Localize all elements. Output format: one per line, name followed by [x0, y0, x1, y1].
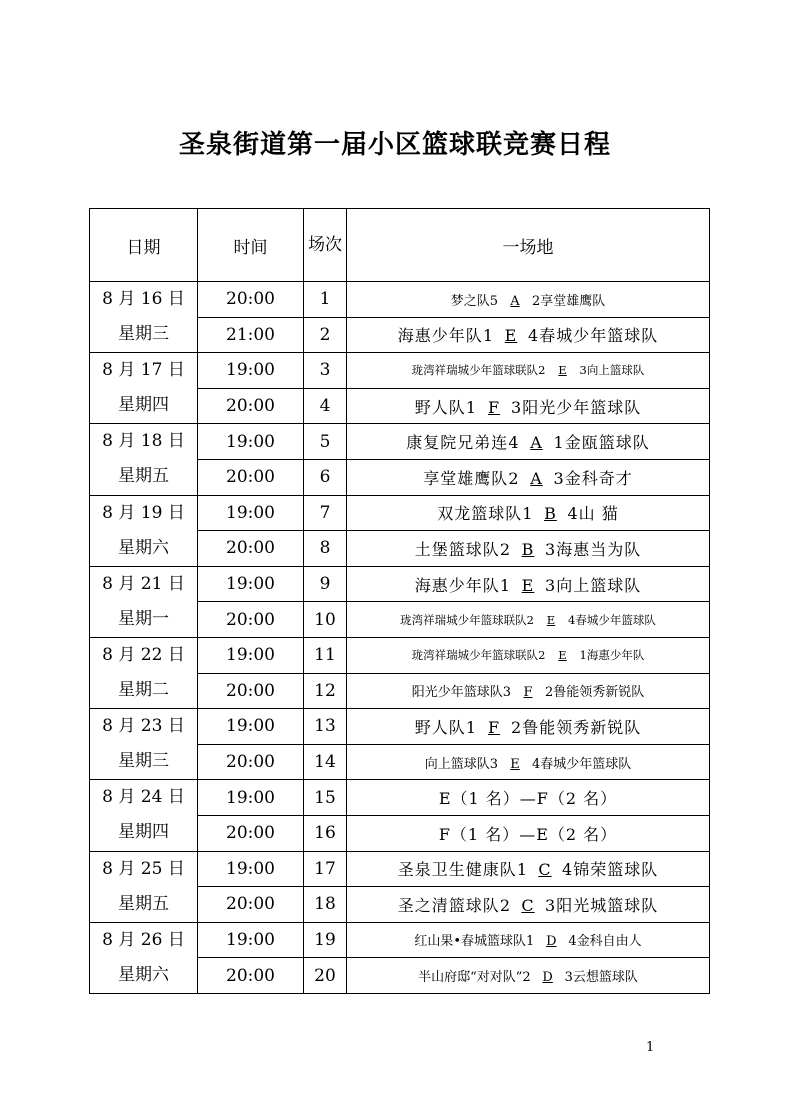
away-score: 4	[562, 860, 574, 880]
away-team: 向上篮球队	[556, 575, 642, 595]
matchup-cell	[347, 602, 710, 638]
date-text: 8 月 22 日	[102, 645, 185, 666]
game-number-cell: 19	[304, 922, 347, 958]
away-team: 金科自由人	[576, 934, 642, 950]
home-score: 1	[526, 934, 535, 950]
home-team: 野人队	[414, 397, 466, 417]
away-team: 金科奇才	[564, 468, 633, 488]
away-score: 3	[545, 575, 557, 595]
home-score: 1	[482, 326, 494, 346]
home-team: 红山果•春城篮球队	[414, 934, 527, 950]
date-cell	[90, 424, 198, 495]
date-cell	[90, 780, 198, 851]
date-cell	[90, 922, 198, 993]
table-row	[90, 709, 710, 745]
home-score: 2	[499, 895, 511, 915]
away-score: 4	[568, 612, 576, 627]
schedule-table	[89, 208, 710, 994]
away-score: 3	[553, 468, 565, 488]
group-letter: E	[546, 612, 556, 627]
header-num: 场次	[304, 209, 347, 282]
time-cell: 20:00	[198, 282, 304, 318]
weekday-text: 星期五	[118, 466, 169, 487]
home-team: 向上篮球队	[424, 756, 490, 772]
away-team: 海惠少年队	[586, 648, 645, 663]
away-team: 春城少年篮球队	[539, 326, 659, 346]
group-letter: F	[523, 685, 533, 701]
matchup-cell	[347, 353, 710, 389]
group-letter: F	[487, 717, 501, 737]
header-time: 时间	[198, 209, 304, 282]
away-team: 山 猫	[578, 504, 619, 524]
header-venue: 一场地	[347, 209, 710, 282]
away-score: 3	[545, 539, 557, 559]
table-row	[90, 282, 710, 318]
time-cell: 21:00	[198, 317, 304, 353]
home-score: 2	[538, 363, 546, 378]
group-letter: A	[530, 433, 543, 453]
matchup-cell	[347, 922, 710, 958]
date-text: 8 月 19 日	[102, 502, 185, 523]
matchup-cell	[347, 459, 710, 495]
weekday-text: 星期三	[118, 751, 169, 772]
weekday-text: 星期三	[118, 324, 169, 345]
time-cell: 19:00	[198, 566, 304, 602]
home-team: 珑湾祥瑞城少年篮球联队	[400, 612, 527, 627]
time-cell: 19:00	[198, 424, 304, 460]
away-score: 2	[511, 717, 523, 737]
time-cell: 19:00	[198, 922, 304, 958]
group-letter: E	[504, 326, 518, 346]
header-row	[90, 209, 710, 282]
weekday-text: 星期一	[118, 608, 169, 629]
weekday-text: 星期二	[118, 680, 169, 701]
date-cell	[90, 851, 198, 922]
matchup-text: E（1 名）—F（2 名）	[438, 789, 618, 809]
home-team: 野人队	[414, 717, 466, 737]
away-team: 享堂雄鹰队	[540, 293, 606, 309]
group-letter: E	[521, 575, 535, 595]
matchup-cell	[347, 424, 710, 460]
table-row	[90, 495, 710, 531]
away-team: 阳光少年篮球队	[522, 397, 642, 417]
matchup-cell	[347, 887, 710, 923]
home-team: 半山府邸“对对队”	[418, 970, 523, 986]
date-cell	[90, 709, 198, 780]
table-row	[90, 851, 710, 887]
page-title: 圣泉街道第一届小区篮球联竞赛日程	[178, 130, 611, 160]
away-score: 3	[511, 397, 523, 417]
home-team: 享堂雄鹰队	[423, 468, 509, 488]
schedule-body	[90, 282, 710, 994]
away-score: 4	[568, 934, 577, 950]
weekday-text: 星期四	[118, 395, 169, 416]
away-score: 2	[545, 685, 554, 701]
home-team: 双龙篮球队	[437, 504, 523, 524]
game-number-cell: 6	[304, 459, 347, 495]
time-cell: 20:00	[198, 459, 304, 495]
matchup-cell	[347, 495, 710, 531]
time-cell: 20:00	[198, 531, 304, 567]
weekday-text: 星期五	[118, 893, 169, 914]
home-score: 1	[499, 575, 511, 595]
home-score: 3	[489, 756, 498, 772]
matchup-cell	[347, 637, 710, 673]
away-score: 3	[564, 970, 573, 986]
home-team: 梦之队	[450, 293, 490, 309]
game-number-cell: 18	[304, 887, 347, 923]
game-number-cell: 1	[304, 282, 347, 318]
time-cell: 20:00	[198, 958, 304, 994]
matchup-cell	[347, 317, 710, 353]
matchup-text: F（1 名）—E（2 名）	[438, 824, 618, 844]
game-number-cell: 4	[304, 388, 347, 424]
home-score: 2	[526, 612, 534, 627]
game-number-cell: 15	[304, 780, 347, 816]
group-letter: E	[558, 648, 567, 663]
matchup-cell	[347, 531, 710, 567]
game-number-cell: 14	[304, 744, 347, 780]
game-number-cell: 10	[304, 602, 347, 638]
away-team: 鲁能领秀新锐队	[553, 685, 645, 701]
away-team: 向上篮球队	[586, 363, 645, 378]
away-team: 春城少年篮球队	[575, 612, 656, 627]
date-text: 8 月 23 日	[102, 716, 185, 737]
matchup-cell	[347, 815, 710, 851]
away-team: 云想篮球队	[572, 970, 638, 986]
home-team: 珑湾祥瑞城少年篮球联队	[411, 363, 539, 378]
game-number-cell: 12	[304, 673, 347, 709]
home-team: 珑湾祥瑞城少年篮球联队	[411, 648, 539, 663]
away-team: 海惠当为队	[556, 539, 642, 559]
table-row	[90, 566, 710, 602]
date-text: 8 月 21 日	[102, 573, 185, 594]
home-team: 阳光少年篮球队	[411, 685, 503, 701]
time-cell: 19:00	[198, 709, 304, 745]
game-number-cell: 9	[304, 566, 347, 602]
matchup-cell	[347, 282, 710, 318]
matchup-cell	[347, 958, 710, 994]
group-letter: B	[544, 504, 557, 524]
weekday-text: 星期四	[118, 822, 169, 843]
group-letter: A	[530, 468, 543, 488]
page-number: 1	[646, 1040, 655, 1055]
home-score: 2	[499, 539, 511, 559]
home-team: 圣泉卫生健康队	[397, 860, 517, 880]
game-number-cell: 7	[304, 495, 347, 531]
date-cell	[90, 566, 198, 637]
home-score: 2	[538, 648, 546, 663]
matchup-cell	[347, 709, 710, 745]
matchup-cell	[347, 851, 710, 887]
home-score: 2	[522, 970, 531, 986]
date-cell	[90, 282, 198, 353]
away-score: 2	[532, 293, 541, 309]
game-number-cell: 13	[304, 709, 347, 745]
away-score: 4	[532, 756, 541, 772]
time-cell: 20:00	[198, 887, 304, 923]
group-letter: C	[538, 860, 552, 880]
group-letter: E	[558, 363, 567, 378]
weekday-text: 星期六	[118, 964, 169, 985]
home-score: 1	[522, 504, 534, 524]
away-score: 3	[579, 363, 587, 378]
time-cell: 20:00	[198, 673, 304, 709]
home-team: 海惠少年队	[397, 326, 483, 346]
game-number-cell: 17	[304, 851, 347, 887]
date-text: 8 月 18 日	[102, 431, 185, 452]
weekday-text: 星期六	[118, 537, 169, 558]
date-cell	[90, 353, 198, 424]
group-letter: A	[510, 293, 520, 309]
time-cell: 19:00	[198, 353, 304, 389]
matchup-cell	[347, 673, 710, 709]
date-text: 8 月 26 日	[102, 929, 185, 950]
away-score: 4	[528, 326, 540, 346]
group-letter: D	[542, 970, 553, 986]
group-letter: C	[521, 895, 535, 915]
time-cell: 20:00	[198, 815, 304, 851]
away-team: 阳光城篮球队	[556, 895, 659, 915]
time-cell: 19:00	[198, 851, 304, 887]
away-team: 锦荣篮球队	[573, 860, 659, 880]
matchup-cell	[347, 780, 710, 816]
time-cell: 19:00	[198, 780, 304, 816]
time-cell: 20:00	[198, 744, 304, 780]
time-cell: 20:00	[198, 388, 304, 424]
home-score: 5	[489, 293, 498, 309]
away-score: 3	[545, 895, 557, 915]
group-letter: B	[521, 539, 535, 559]
away-team: 鲁能领秀新锐队	[522, 717, 642, 737]
table-row	[90, 353, 710, 389]
home-score: 3	[502, 685, 511, 701]
game-number-cell: 16	[304, 815, 347, 851]
game-number-cell: 3	[304, 353, 347, 389]
group-letter: F	[487, 397, 501, 417]
group-letter: D	[546, 934, 557, 950]
matchup-cell	[347, 566, 710, 602]
home-score: 2	[508, 468, 520, 488]
home-score: 1	[465, 717, 477, 737]
home-team: 土堡篮球队	[414, 539, 500, 559]
game-number-cell: 8	[304, 531, 347, 567]
home-score: 1	[516, 860, 528, 880]
away-score: 1	[579, 648, 587, 663]
time-cell: 20:00	[198, 602, 304, 638]
header-date: 日期	[90, 209, 198, 282]
game-number-cell: 2	[304, 317, 347, 353]
game-number-cell: 20	[304, 958, 347, 994]
home-team: 海惠少年队	[414, 575, 500, 595]
matchup-cell	[347, 388, 710, 424]
group-letter: E	[510, 756, 520, 772]
table-row	[90, 424, 710, 460]
home-score: 1	[465, 397, 477, 417]
away-team: 金瓯篮球队	[564, 433, 650, 453]
date-text: 8 月 25 日	[102, 858, 185, 879]
table-row	[90, 780, 710, 816]
time-cell: 19:00	[198, 495, 304, 531]
date-text: 8 月 17 日	[102, 360, 185, 381]
date-cell	[90, 637, 198, 708]
away-score: 4	[567, 504, 579, 524]
home-team: 圣之清篮球队	[397, 895, 500, 915]
home-score: 4	[508, 433, 520, 453]
date-text: 8 月 16 日	[102, 289, 185, 310]
date-cell	[90, 495, 198, 566]
away-score: 1	[553, 433, 565, 453]
date-text: 8 月 24 日	[102, 787, 185, 808]
away-team: 春城少年篮球队	[540, 756, 632, 772]
home-team: 康复院兄弟连	[406, 433, 509, 453]
time-cell: 19:00	[198, 637, 304, 673]
game-number-cell: 5	[304, 424, 347, 460]
matchup-cell	[347, 744, 710, 780]
table-row	[90, 922, 710, 958]
table-row	[90, 637, 710, 673]
game-number-cell: 11	[304, 637, 347, 673]
